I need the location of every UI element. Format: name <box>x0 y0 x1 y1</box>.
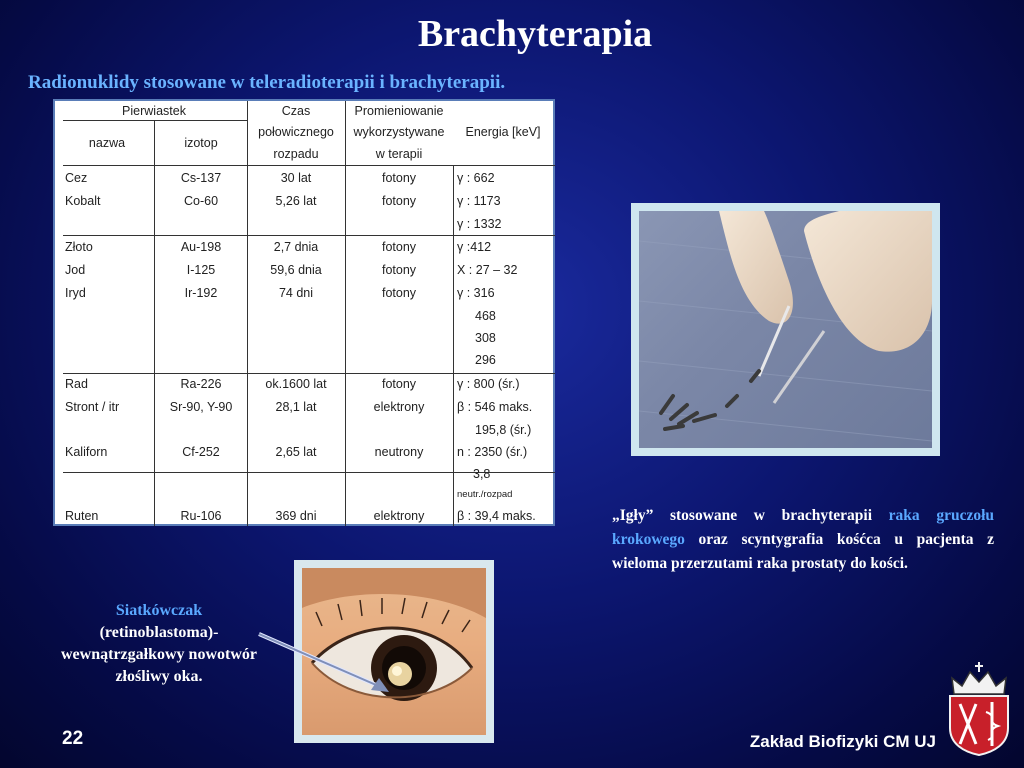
cell-radiation: fotony <box>381 171 417 185</box>
header-halflife-2: połowicznego <box>258 125 334 139</box>
cell-name: Cez <box>65 171 88 185</box>
cell-energy: β : 39,4 maks. <box>457 509 536 523</box>
cell-energy: γ :412 <box>457 240 492 254</box>
cell-halflife: 2,7 dnia <box>273 240 319 254</box>
header-radiation-2: wykorzystywane <box>353 125 445 139</box>
cell-name: Jod <box>65 263 86 277</box>
cell-isotope: Ru-106 <box>180 509 222 523</box>
page-number: 22 <box>62 728 84 749</box>
footer-institution: Zakład Biofizyki CM UJ <box>749 732 936 751</box>
slide-title: Brachyterapia <box>417 13 653 55</box>
cell-radiation: fotony <box>381 286 417 300</box>
university-crest-icon <box>944 656 1014 756</box>
cell-energy: 296 <box>475 353 496 367</box>
cell-name: Stront / itr <box>65 400 120 414</box>
header-halflife-3: rozpadu <box>273 147 319 161</box>
retinoblastoma-caption-text: (retinoblastoma)- wewnątrzgałkowy nowotwór złośliwy oka. <box>61 624 257 685</box>
cell-name: Rad <box>65 377 88 391</box>
cell-energy: γ : 1332 <box>457 217 502 231</box>
cell-halflife: ok.1600 lat <box>265 377 327 391</box>
cell-isotope: Cs-137 <box>180 171 222 185</box>
cell-name: Iryd <box>65 286 86 300</box>
cell-isotope: Au-198 <box>180 240 222 254</box>
cell-energy: neutr./rozpad <box>457 489 513 500</box>
brachytherapy-needles-photo <box>631 203 940 456</box>
retinoblastoma-caption-title: Siatkówczak <box>115 602 203 619</box>
header-isotope: izotop <box>184 136 218 150</box>
cell-halflife: 5,26 lat <box>275 194 317 208</box>
cell-isotope: Sr-90, Y-90 <box>169 400 233 414</box>
cell-name: Złoto <box>65 240 93 254</box>
cell-energy: 3,8 <box>473 467 491 481</box>
cell-isotope: Co-60 <box>183 194 219 208</box>
cell-radiation: fotony <box>381 240 417 254</box>
cell-energy: γ : 1173 <box>457 194 501 208</box>
cell-isotope: Ra-226 <box>180 377 222 391</box>
cell-halflife: 2,65 lat <box>275 445 317 459</box>
cell-isotope: Ir-192 <box>184 286 218 300</box>
cell-name: Kaliforn <box>65 445 108 459</box>
cell-halflife: 59,6 dnia <box>270 263 322 277</box>
cell-radiation: fotony <box>381 377 417 391</box>
cell-energy: γ : 316 <box>457 286 495 300</box>
needles-caption-part1: „Igły” stosowane w brachyterapii <box>612 507 889 524</box>
needles-caption-part2: oraz scyntygrafia kośćca u pacjenta z wieloma przerzutami raka prostaty do kości. <box>612 531 994 572</box>
cell-energy: 308 <box>475 331 496 345</box>
cell-halflife: 74 dni <box>278 286 314 300</box>
cell-isotope: Cf-252 <box>182 445 220 459</box>
cell-energy: X : 27 – 32 <box>457 263 518 277</box>
cell-radiation: elektrony <box>373 400 425 414</box>
header-halflife-1: Czas <box>281 104 311 118</box>
cell-halflife: 30 lat <box>280 171 312 185</box>
cell-energy: γ : 662 <box>457 171 495 185</box>
header-radiation-3: w terapii <box>375 147 423 161</box>
cell-energy: β : 546 maks. <box>457 400 533 414</box>
cell-halflife: 369 dni <box>275 509 317 523</box>
header-name: nazwa <box>88 136 126 150</box>
cell-name: Ruten <box>65 509 99 523</box>
cell-radiation: fotony <box>381 194 417 208</box>
cell-radiation: neutrony <box>374 445 424 459</box>
header-energy: Energia [keV] <box>465 125 541 139</box>
needles-caption-highlight: raka gruczołu krokowego <box>612 507 994 548</box>
needles-caption <box>612 504 994 576</box>
cell-energy: n : 2350 (śr.) <box>457 445 528 459</box>
cell-energy: γ : 800 (śr.) <box>457 377 520 391</box>
cell-energy: 195,8 (śr.) <box>475 423 532 437</box>
header-group: Pierwiastek <box>122 104 186 118</box>
cell-isotope: I-125 <box>186 263 216 277</box>
cell-radiation: fotony <box>381 263 417 277</box>
slide-subtitle: Radionuklidy stosowane w teleradioterapii i brachyterapii. <box>28 72 506 93</box>
cell-name: Kobalt <box>65 194 101 208</box>
cell-radiation: elektrony <box>373 509 425 523</box>
retinoblastoma-caption <box>48 600 270 688</box>
arrow-indicator <box>255 628 395 698</box>
header-radiation-1: Promieniowanie <box>354 104 444 118</box>
cell-energy: 468 <box>475 309 496 323</box>
cell-halflife: 28,1 lat <box>275 400 317 414</box>
radionuclide-table <box>53 99 555 526</box>
